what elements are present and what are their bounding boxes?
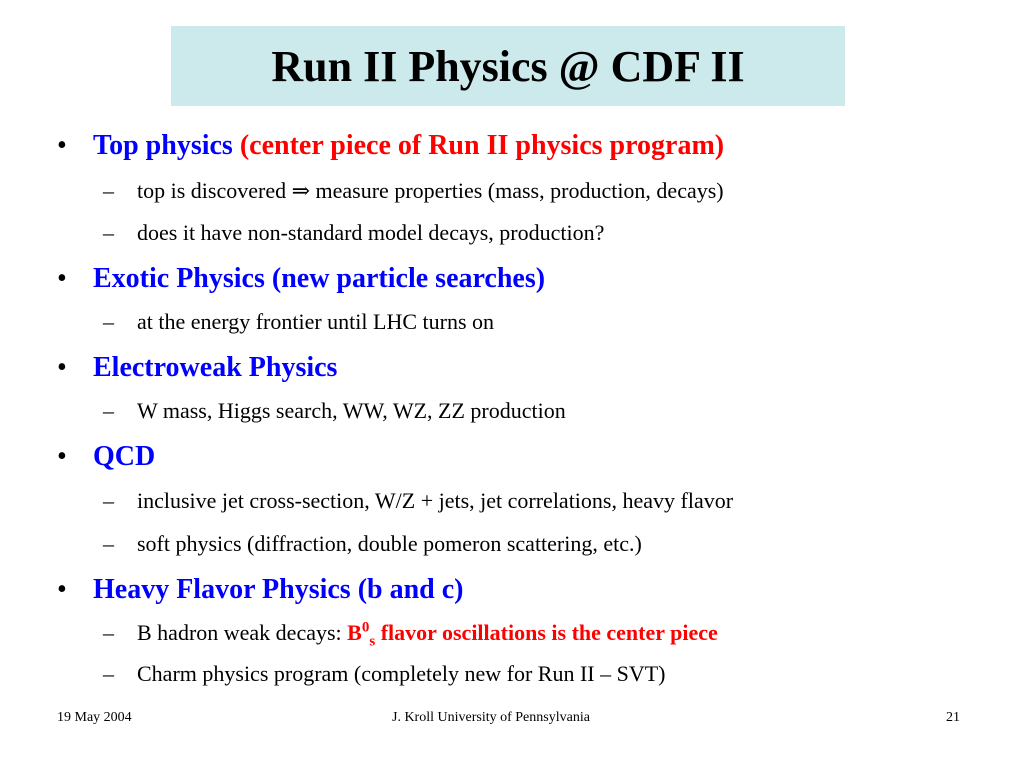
subitem-text: does it have non-standard model decays, production?: [137, 220, 605, 245]
heading-electroweak-physics: Electroweak Physics: [93, 352, 338, 383]
heading-qcd: QCD: [93, 441, 156, 472]
bs-subscript: s: [369, 633, 376, 650]
footer-date: 19 May 2004: [57, 710, 132, 725]
slide-title: Run II Physics @ CDF II: [271, 41, 745, 91]
subitem-prefix: B hadron weak decays:: [137, 620, 348, 645]
subitem-text: W mass, Higgs search, WW, WZ, ZZ production: [137, 398, 566, 423]
heading-note-top-physics: (center piece of Run II physics program): [239, 130, 725, 161]
bullet-icon: •: [57, 574, 67, 605]
subitem-text-before: top is discovered: [137, 178, 292, 203]
dash-icon: –: [103, 178, 114, 203]
subitem-highlight: flavor oscillations is the center piece: [375, 620, 718, 645]
dash-icon: –: [103, 309, 114, 334]
subitem-text: at the energy frontier until LHC turns on: [137, 309, 495, 334]
title-box: [171, 26, 845, 106]
subitem-text: soft physics (diffraction, double pomeron scattering, etc.): [137, 531, 642, 556]
subitem-text-after: measure properties (mass, production, decays): [310, 178, 724, 203]
footer-page-number: 21: [946, 710, 960, 725]
footer-author: J. Kroll University of Pennsylvania: [392, 710, 590, 725]
bullet-icon: •: [57, 130, 67, 161]
dash-icon: –: [103, 661, 114, 686]
heading-heavy-flavor-physics: Heavy Flavor Physics (b and c): [93, 574, 464, 605]
bullet-icon: •: [57, 263, 67, 294]
dash-icon: –: [103, 620, 114, 645]
bullet-icon: •: [57, 441, 67, 472]
heading-top-physics: Top physics: [93, 130, 233, 161]
dash-icon: –: [103, 488, 114, 513]
bullet-icon: •: [57, 352, 67, 383]
dash-icon: –: [103, 398, 114, 423]
bs-superscript: 0: [361, 619, 370, 636]
bs-meson-symbol: B: [347, 620, 362, 645]
subitem-text: Charm physics program (completely new for Run II – SVT): [137, 661, 666, 686]
heading-exotic-physics: Exotic Physics (new particle searches): [93, 263, 546, 294]
subitem-text: inclusive jet cross-section, W/Z + jets, jet correlations, heavy flavor: [137, 488, 734, 513]
implies-arrow-icon: ⇒: [291, 178, 311, 203]
dash-icon: –: [103, 220, 114, 245]
dash-icon: –: [103, 531, 114, 556]
